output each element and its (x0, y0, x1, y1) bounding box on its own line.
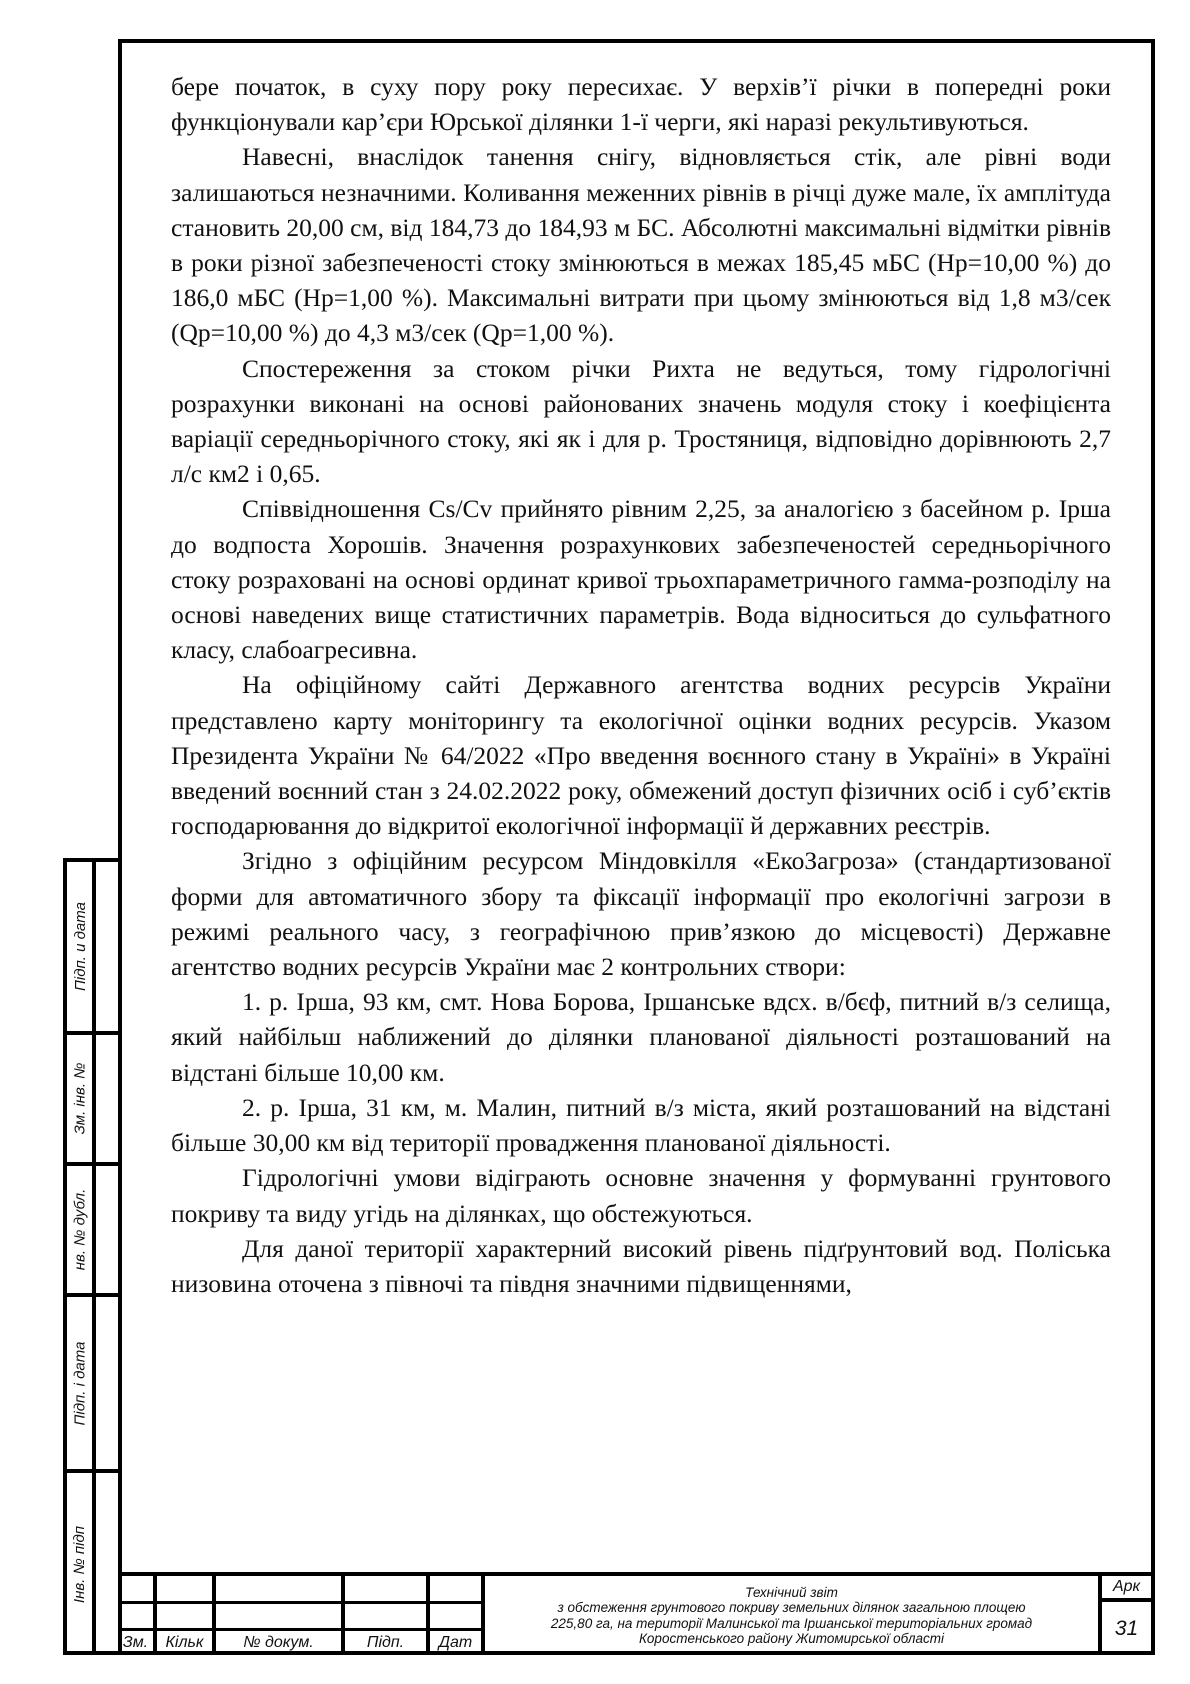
revision-grid (118, 1576, 485, 1655)
paragraph: Спостереження за стоком річки Рихта не ведуться, тому гідрологічні розрахунки виконані на основі районованих значень модуля стоку і коефіцієнта варіації середньорічного стоку, які як і для р. Тростяниця, відповідно дорівнюють 2,7 л/с км2 і 0,65. (171, 353, 1111, 489)
paragraph: Для даної території характерний високий рівень підґрунтовий вод. Поліська низовина оточена з півночі та півдня значними підвищеннями, (171, 1233, 1111, 1298)
column-header-doc-number: № докум. (243, 1634, 314, 1651)
title-block (118, 1572, 1155, 1655)
side-label: Підп. и дата (71, 902, 89, 991)
side-cell-replaced-inv (67, 1035, 120, 1166)
title-line: 225,80 га, на території Малинської та Іршанської територіальних громад (550, 1615, 1033, 1631)
column-header-quantity: Кільк (165, 1634, 204, 1651)
paragraph: Гідрологічні умови відіграють основне значення у формуванні грунтового покриву та виду угідь на ділянках, що обстежуються. (171, 1163, 1111, 1228)
paragraph: Згідно з офіційним ресурсом Міндовкілля «ЕкоЗагроза» (стандартизованої форми для автоматичного збору та фіксації інформації про екологічні загрози в режимі реального часу, з географічною прив’язкою до місцевості) Державне агентство водних ресурсів України має 2 контрольних створи: (171, 846, 1111, 982)
side-cell-duplicate-inv (67, 1166, 120, 1297)
side-label: Підп. і дата (71, 1341, 89, 1425)
paragraph: Співвідношення Cs/Cv прийнято рівним 2,25, за аналогією з басейном р. Ірша до водпоста Хорошів. Значення розрахункових забезпеченостей середньорічного стоку розраховані на основі ординат кривої трьохпараметричного гамма-розподілу на основі наведених вище статистичних параметрів. Вода відноситься до сульфатного класу, слабоагресивна. (171, 494, 1111, 665)
column-header-change: Зм. (122, 1634, 149, 1651)
side-cell-signature-date (67, 862, 120, 1035)
sheet-label: Арк (1102, 1576, 1151, 1602)
document-body (171, 69, 1111, 1301)
paragraph: бере початок, в суху пору року пересихає. У верхів’ї річки в попередні роки функціонували кар’єри Юрської ділянки 1-ї черги, які наразі рекультивуються. (171, 72, 1111, 137)
column-header-signature: Підп. (366, 1634, 405, 1651)
sheet-cell (1098, 1576, 1151, 1655)
side-cell-signature-date-2 (67, 1297, 120, 1473)
page-number: 31 (1114, 1616, 1139, 1640)
column-header-date: Дат (438, 1634, 473, 1651)
list-item: 2. р. Ірша, 31 км, м. Малин, питний в/з міста, який розташований на відстані більше 30,00 км від території провадження планованої діяльності. (171, 1092, 1111, 1158)
title-line: Технічний звіт (745, 1584, 838, 1600)
paragraph: Навесні, внаслідок танення снігу, відновляється стік, але рівні води залишаються незначними. Коливання меженних рівнів в річці дуже мале, їх амплітуда становить 20,00 см, від 184,73 до 184,93 м БС. Абсолютні максимальні відмітки рівнів в роки різної забезпеченості стоку змінюються в межах 185,45 мБС (Hp=10,00 %) до 186,0 мБС (Hp=1,00 %). Максимальні витрати при цьому змінюються від 1,8 м3/сек (Qp=10,00 %) до 4,3 м3/сек (Qp=1,00 %). (171, 142, 1111, 348)
side-stamp (63, 858, 120, 1655)
document-title (485, 1576, 1098, 1655)
title-line: Коростенського району Житомирської області (638, 1631, 945, 1646)
list-item: 1. р. Ірша, 93 км, смт. Нова Борова, Іршанське вдсх. в/бєф, питний в/з селища, який найбільш наближений до ділянки планованої діяльності розташований на відстані більше 10,00 км. (171, 987, 1111, 1087)
side-cell-original-inv (67, 1473, 120, 1655)
side-label: нв. № дубл. (71, 1188, 89, 1271)
paragraph: На офіційному сайті Державного агентства водних ресурсів України представлено карту моніторингу та екологічної оцінки водних ресурсів. Указом Президента України № 64/2022 «Про введення воєнного стану в Україні» в Україні введений воєнний стан з 24.02.2022 року, обмежений доступ фізичних осіб і суб’єктів господарювання до відкритої екологічної інформації й державних реєстрів. (171, 670, 1111, 841)
side-label: Інв. № підп (71, 1525, 89, 1603)
side-label: Зм. інв. № (71, 1062, 89, 1135)
title-line: з обстеження грунтового покриву земельних ділянок загальною площею (557, 1600, 1026, 1615)
